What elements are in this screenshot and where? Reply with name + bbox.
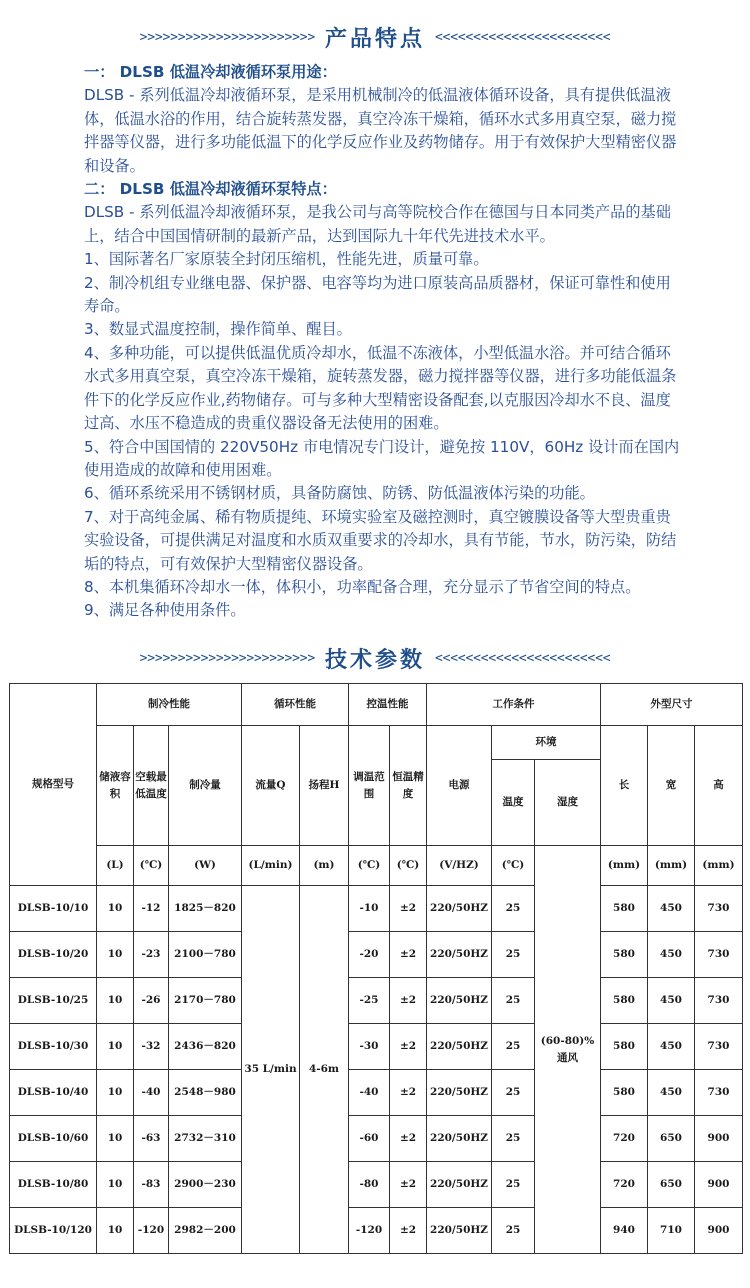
cell-model: DLSB-10/25	[10, 978, 97, 1024]
cell-min-temp: -23	[134, 932, 169, 978]
cell-range: -60	[349, 1116, 390, 1162]
header-working: 工作条件	[427, 684, 601, 726]
cell-range: -25	[349, 978, 390, 1024]
cell-precision: ±2	[390, 932, 427, 978]
banner-arrows-right: <<<<<<<<<<<<<<<<<<<<<<<	[435, 650, 611, 666]
unit-flow: (L/min)	[242, 846, 300, 886]
cell-capacity: 2982－200	[169, 1208, 242, 1254]
cell-length: 580	[601, 1070, 648, 1116]
unit-precision: (℃)	[390, 846, 427, 886]
cell-volume: 10	[97, 1162, 134, 1208]
header-min-temp: 空载最低温度	[134, 726, 169, 846]
header-environment: 环境	[492, 726, 601, 760]
cell-volume: 10	[97, 1116, 134, 1162]
header-range: 调温范围	[349, 726, 390, 846]
feature-item-5: 5、符合中国国情的 220V50Hz 市电情况专门设计，避免按 110V，60Hz 设计而在国内使用造成的故障和使用困难。	[84, 437, 680, 479]
cell-capacity: 2100－780	[169, 932, 242, 978]
cell-height: 730	[695, 1070, 743, 1116]
unit-min-temp: (℃)	[134, 846, 169, 886]
table-header-row	[10, 684, 743, 726]
header-precision: 恒温精度	[390, 726, 427, 846]
cell-length: 720	[601, 1116, 648, 1162]
feature-item-7: 7、对于高纯金属、稀有物质提纯、环境实验室及磁控测时，真空镀膜设备等大型贵重贵实验设备，可提供满足对温度和水质双重要求的冷却水，具有节能，节水，防污染，防结垢的特点，可有效保护大型精密仪器设备。	[84, 507, 677, 573]
cell-precision: ±2	[390, 1116, 427, 1162]
flow-shared-cell: 35 L/min	[242, 886, 300, 1254]
cell-height: 730	[695, 978, 743, 1024]
cell-min-temp: -83	[134, 1162, 169, 1208]
header-capacity: 制冷量	[169, 726, 242, 846]
cell-height: 730	[695, 886, 743, 932]
banner-arrows-right: <<<<<<<<<<<<<<<<<<<<<<<	[435, 29, 611, 45]
header-volume: 储液容积	[97, 726, 134, 846]
cell-temp: 25	[492, 1024, 535, 1070]
humidity-shared-cell: (60-80)% 通风	[535, 846, 601, 1254]
section-banner-specs	[0, 643, 750, 673]
cell-height: 730	[695, 1024, 743, 1070]
header-length: 长	[601, 726, 648, 846]
unit-temp: (℃)	[492, 846, 535, 886]
cell-volume: 10	[97, 978, 134, 1024]
cell-capacity: 2170－780	[169, 978, 242, 1024]
section-title-features: 产品特点	[324, 25, 425, 52]
features-text	[84, 61, 684, 623]
cell-model: DLSB-10/40	[10, 1070, 97, 1116]
cell-min-temp: -40	[134, 1070, 169, 1116]
cell-min-temp: -63	[134, 1116, 169, 1162]
cell-temp: 25	[492, 1162, 535, 1208]
table-row	[10, 1208, 743, 1254]
cell-length: 580	[601, 886, 648, 932]
head-shared-cell: 4-6m	[300, 886, 349, 1254]
cell-height: 900	[695, 1208, 743, 1254]
feature-item-3: 3、数显式温度控制，操作简单、醒目。	[84, 320, 352, 339]
table-row	[10, 1070, 743, 1116]
banner-arrows-left: >>>>>>>>>>>>>>>>>>>>>>>	[139, 650, 315, 666]
cell-capacity: 1825－820	[169, 886, 242, 932]
usage-paragraph: DLSB - 系列低温冷却液循环泵，是采用机械制冷的低温液体循环设备，具有提供低温液体，低温水浴的作用，结合旋转蒸发器，真空冷冻干燥箱，循环水式多用真空泵，磁力搅拌器等仪器，进行多功能低温下的化学反应作业及药物储存。用于有效保护大型精密仪器和设备。	[84, 86, 677, 175]
cell-precision: ±2	[390, 1070, 427, 1116]
cell-model: DLSB-10/10	[10, 886, 97, 932]
unit-volume: (L)	[97, 846, 134, 886]
banner-arrows-left: >>>>>>>>>>>>>>>>>>>>>>>	[139, 29, 315, 45]
cell-width: 450	[648, 886, 695, 932]
cell-min-temp: -26	[134, 978, 169, 1024]
cell-height: 900	[695, 1162, 743, 1208]
table-units-row	[10, 846, 743, 886]
cell-height: 900	[695, 1116, 743, 1162]
cell-precision: ±2	[390, 886, 427, 932]
cell-power: 220/50HZ	[427, 1070, 492, 1116]
usage-heading: 一： DLSB 低温冷却液循环泵用途：	[84, 63, 337, 81]
cell-width: 650	[648, 1162, 695, 1208]
cell-width: 710	[648, 1208, 695, 1254]
cell-power: 220/50HZ	[427, 1116, 492, 1162]
cell-length: 720	[601, 1162, 648, 1208]
cell-power: 220/50HZ	[427, 1162, 492, 1208]
cell-model: DLSB-10/30	[10, 1024, 97, 1070]
cell-length: 940	[601, 1208, 648, 1254]
cell-volume: 10	[97, 1024, 134, 1070]
cell-model: DLSB-10/20	[10, 932, 97, 978]
cell-min-temp: -120	[134, 1208, 169, 1254]
cell-power: 220/50HZ	[427, 886, 492, 932]
cell-temp: 25	[492, 1116, 535, 1162]
spec-table	[9, 683, 743, 1254]
cell-volume: 10	[97, 886, 134, 932]
header-model: 规格型号	[10, 684, 97, 886]
cell-length: 580	[601, 1024, 648, 1070]
cell-capacity: 2548－980	[169, 1070, 242, 1116]
cell-range: -40	[349, 1070, 390, 1116]
cell-width: 450	[648, 932, 695, 978]
cell-model: DLSB-10/80	[10, 1162, 97, 1208]
table-row	[10, 886, 743, 932]
cell-volume: 10	[97, 1070, 134, 1116]
cell-volume: 10	[97, 932, 134, 978]
cell-capacity: 2900－230	[169, 1162, 242, 1208]
cell-range: -120	[349, 1208, 390, 1254]
cell-capacity: 2436－820	[169, 1024, 242, 1070]
cell-temp: 25	[492, 932, 535, 978]
header-height: 高	[695, 726, 743, 846]
unit-head: (m)	[300, 846, 349, 886]
cell-length: 580	[601, 978, 648, 1024]
cell-precision: ±2	[390, 978, 427, 1024]
cell-model: DLSB-10/120	[10, 1208, 97, 1254]
cell-range: -20	[349, 932, 390, 978]
cell-height: 730	[695, 932, 743, 978]
table-row	[10, 932, 743, 978]
feature-item-9: 9、满足各种使用条件。	[84, 601, 246, 620]
header-circulation: 循环性能	[242, 684, 349, 726]
cell-power: 220/50HZ	[427, 978, 492, 1024]
unit-capacity: (W)	[169, 846, 242, 886]
header-humidity: 湿度	[535, 760, 601, 846]
table-row	[10, 1162, 743, 1208]
cell-temp: 25	[492, 886, 535, 932]
cell-power: 220/50HZ	[427, 1208, 492, 1254]
feature-item-1: 1、国际著名厂家原装全封闭压缩机，性能先进，质量可靠。	[84, 250, 489, 269]
cell-temp: 25	[492, 978, 535, 1024]
unit-width: (mm)	[648, 846, 695, 886]
cell-width: 450	[648, 1070, 695, 1116]
cell-power: 220/50HZ	[427, 1024, 492, 1070]
header-dimension: 外型尺寸	[601, 684, 743, 726]
cell-width: 650	[648, 1116, 695, 1162]
unit-power: (V/HZ)	[427, 846, 492, 886]
cell-precision: ±2	[390, 1024, 427, 1070]
header-temp: 温度	[492, 760, 535, 846]
cell-capacity: 2732－310	[169, 1116, 242, 1162]
cell-min-temp: -12	[134, 886, 169, 932]
header-cooling: 制冷性能	[97, 684, 242, 726]
cell-temp: 25	[492, 1070, 535, 1116]
table-row	[10, 1116, 743, 1162]
section-title-specs: 技术参数	[324, 646, 425, 673]
cell-min-temp: -32	[134, 1024, 169, 1070]
cell-width: 450	[648, 1024, 695, 1070]
cell-range: -10	[349, 886, 390, 932]
cell-precision: ±2	[390, 1162, 427, 1208]
spec-table-body	[10, 684, 743, 1254]
feature-item-8: 8、本机集循环冷却水一体，体积小，功率配备合理，充分显示了节省空间的特点。	[84, 577, 641, 596]
cell-model: DLSB-10/60	[10, 1116, 97, 1162]
cell-range: -30	[349, 1024, 390, 1070]
feature-item-4: 4、多种功能，可以提供低温优质冷却水，低温不冻液体，小型低温水浴。并可结合循环水式多用真空泵，真空冷冻干燥箱，旋转蒸发器，磁力搅拌器等仪器，进行多功能低温条件下的化学反应作业,药物储存。可与多种大型精密设备配套,以克服因冷却水不良、温度过高、水压不稳造成的贵重仪器设备无法使用的困难。	[84, 343, 677, 433]
unit-height: (mm)	[695, 846, 743, 886]
cell-volume: 10	[97, 1208, 134, 1254]
header-flow: 流量Q	[242, 726, 300, 846]
section-banner-features	[0, 22, 750, 52]
features-heading: 二： DLSB 低温冷却液循环泵特点：	[84, 180, 337, 199]
table-header-row	[10, 726, 743, 760]
cell-power: 220/50HZ	[427, 932, 492, 978]
table-row	[10, 978, 743, 1024]
unit-length: (mm)	[601, 846, 648, 886]
unit-range: (℃)	[349, 846, 390, 886]
cell-range: -80	[349, 1162, 390, 1208]
table-row	[10, 1024, 743, 1070]
cell-length: 580	[601, 932, 648, 978]
feature-item-6: 6、循环系统采用不锈钢材质，具备防腐蚀、防锈、防低温液体污染的功能。	[84, 484, 595, 503]
header-power: 电源	[427, 726, 492, 846]
header-width: 宽	[648, 726, 695, 846]
header-control: 控温性能	[349, 684, 427, 726]
feature-item-2: 2、制冷机组专业继电器、保护器、电容等均为进口原装高品质器材，保证可靠性和使用寿命。	[84, 273, 671, 316]
header-head: 扬程H	[300, 726, 349, 846]
cell-precision: ±2	[390, 1208, 427, 1254]
features-paragraph: DLSB - 系列低温冷却液循环泵，是我公司与高等院校合作在德国与日本同类产品的基础上，结合中国国情研制的最新产品，达到国际九十年代先进技术水平。	[84, 203, 671, 245]
cell-temp: 25	[492, 1208, 535, 1254]
cell-width: 450	[648, 978, 695, 1024]
